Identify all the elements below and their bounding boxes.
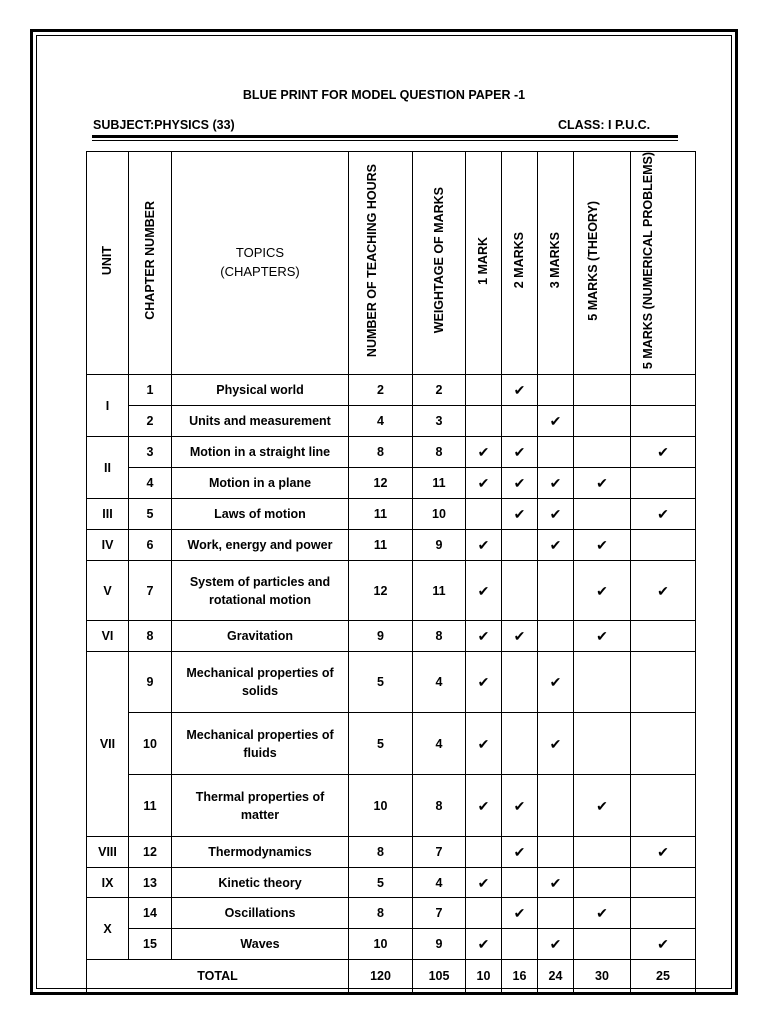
total-2marks: 16 xyxy=(502,960,538,993)
total-3marks: 24 xyxy=(538,960,574,993)
table-row xyxy=(87,713,696,775)
check-m5n-cell xyxy=(631,406,696,437)
check-m2-cell: ✔ xyxy=(502,898,538,929)
check-m5t-cell xyxy=(574,929,631,960)
check-m5n-cell xyxy=(631,530,696,561)
weightage-cell: 2 xyxy=(413,375,466,406)
table-body xyxy=(87,375,696,960)
check-m2-cell: ✔ xyxy=(502,437,538,468)
table-row xyxy=(87,437,696,468)
weightage-cell: 8 xyxy=(413,775,466,837)
chapter-number-cell: 9 xyxy=(129,652,172,713)
col-unit-header: UNIT xyxy=(87,152,129,375)
teaching-hours-cell: 11 xyxy=(349,499,413,530)
check-m2-cell xyxy=(502,561,538,621)
check-m3-cell xyxy=(538,775,574,837)
weightage-cell: 8 xyxy=(413,437,466,468)
teaching-hours-cell: 12 xyxy=(349,468,413,499)
chapter-number-cell: 13 xyxy=(129,868,172,898)
topic-cell: Waves xyxy=(172,929,349,960)
check-m1-cell: ✔ xyxy=(466,868,502,898)
topic-cell: Thermodynamics xyxy=(172,837,349,868)
document-title: BLUE PRINT FOR MODEL QUESTION PAPER -1 xyxy=(242,88,526,102)
chapter-number-cell: 10 xyxy=(129,713,172,775)
check-m1-cell: ✔ xyxy=(466,468,502,499)
col-weightage-header: WEIGHTAGE OF MARKS xyxy=(413,152,466,375)
topic-cell: Kinetic theory xyxy=(172,868,349,898)
weightage-cell: 4 xyxy=(413,868,466,898)
weightage-cell: 9 xyxy=(413,929,466,960)
check-m1-cell: ✔ xyxy=(466,437,502,468)
check-m5t-cell xyxy=(574,652,631,713)
topic-cell: Work, energy and power xyxy=(172,530,349,561)
check-m2-cell: ✔ xyxy=(502,468,538,499)
check-m5n-cell xyxy=(631,375,696,406)
check-m3-cell: ✔ xyxy=(538,652,574,713)
table-row xyxy=(87,499,696,530)
check-m5n-cell: ✔ xyxy=(631,499,696,530)
col-1mark-header: 1 MARK xyxy=(466,152,502,375)
total-5marks-numerical: 25 xyxy=(631,960,696,993)
topic-cell: Mechanical properties of solids xyxy=(172,652,349,713)
table-row xyxy=(87,621,696,652)
check-m5n-cell xyxy=(631,775,696,837)
check-m2-cell xyxy=(502,713,538,775)
check-m5t-cell xyxy=(574,713,631,775)
check-m1-cell: ✔ xyxy=(466,561,502,621)
chapter-number-cell: 6 xyxy=(129,530,172,561)
unit-cell: VIII xyxy=(87,837,129,868)
table-row xyxy=(87,406,696,437)
chapter-number-cell: 11 xyxy=(129,775,172,837)
col-5marks-numerical-header: 5 MARKS (NUMERICAL PROBLEMS) xyxy=(631,152,696,375)
check-m5t-cell xyxy=(574,437,631,468)
check-m5t-cell xyxy=(574,837,631,868)
check-m5n-cell xyxy=(631,468,696,499)
chapter-number-cell: 12 xyxy=(129,837,172,868)
check-m3-cell: ✔ xyxy=(538,929,574,960)
check-m3-cell: ✔ xyxy=(538,468,574,499)
weightage-cell: 3 xyxy=(413,406,466,437)
check-m1-cell: ✔ xyxy=(466,929,502,960)
table-row xyxy=(87,775,696,837)
unit-cell: II xyxy=(87,437,129,499)
weightage-cell: 11 xyxy=(413,468,466,499)
blueprint-table xyxy=(86,151,696,993)
topics-header-line1: TOPICS xyxy=(235,245,285,261)
weightage-cell: 10 xyxy=(413,499,466,530)
check-m5t-cell: ✔ xyxy=(574,621,631,652)
table-row xyxy=(87,868,696,898)
weightage-cell: 11 xyxy=(413,561,466,621)
topics-header-line2: (CHAPTERS) xyxy=(220,264,300,280)
check-m5t-cell: ✔ xyxy=(574,468,631,499)
check-m1-cell: ✔ xyxy=(466,621,502,652)
check-m5t-cell: ✔ xyxy=(574,561,631,621)
check-m3-cell xyxy=(538,837,574,868)
check-m3-cell: ✔ xyxy=(538,499,574,530)
teaching-hours-cell: 8 xyxy=(349,437,413,468)
unit-cell: VI xyxy=(87,621,129,652)
col-2marks-header: 2 MARKS xyxy=(502,152,538,375)
check-m5n-cell xyxy=(631,652,696,713)
chapter-number-cell: 14 xyxy=(129,898,172,929)
check-m5t-cell: ✔ xyxy=(574,775,631,837)
teaching-hours-cell: 10 xyxy=(349,929,413,960)
check-m5n-cell xyxy=(631,621,696,652)
header-row xyxy=(87,152,696,375)
check-m5t-cell: ✔ xyxy=(574,530,631,561)
check-m5t-cell xyxy=(574,406,631,437)
chapter-number-cell: 15 xyxy=(129,929,172,960)
weightage-cell: 4 xyxy=(413,713,466,775)
teaching-hours-cell: 8 xyxy=(349,898,413,929)
teaching-hours-cell: 12 xyxy=(349,561,413,621)
check-m3-cell xyxy=(538,375,574,406)
check-m3-cell xyxy=(538,437,574,468)
check-m2-cell xyxy=(502,868,538,898)
topic-cell: Laws of motion xyxy=(172,499,349,530)
check-m2-cell: ✔ xyxy=(502,775,538,837)
check-m1-cell: ✔ xyxy=(466,713,502,775)
check-m3-cell: ✔ xyxy=(538,868,574,898)
header-rule-thin xyxy=(92,140,678,141)
header-rule-thick xyxy=(92,135,678,138)
chapter-number-cell: 7 xyxy=(129,561,172,621)
subject-label: SUBJECT:PHYSICS (33) xyxy=(93,118,235,132)
teaching-hours-cell: 5 xyxy=(349,713,413,775)
check-m2-cell: ✔ xyxy=(502,621,538,652)
teaching-hours-cell: 11 xyxy=(349,530,413,561)
weightage-cell: 4 xyxy=(413,652,466,713)
topic-cell: Physical world xyxy=(172,375,349,406)
check-m2-cell xyxy=(502,530,538,561)
total-label: TOTAL xyxy=(87,960,349,993)
check-m1-cell: ✔ xyxy=(466,775,502,837)
col-3marks-header: 3 MARKS xyxy=(538,152,574,375)
check-m1-cell xyxy=(466,375,502,406)
col-5marks-theory-header: 5 MARKS (THEORY) xyxy=(574,152,631,375)
chapter-number-cell: 2 xyxy=(129,406,172,437)
unit-cell: X xyxy=(87,898,129,960)
teaching-hours-cell: 5 xyxy=(349,652,413,713)
class-label: CLASS: I P.U.C. xyxy=(558,118,651,132)
topic-cell: Motion in a straight line xyxy=(172,437,349,468)
total-1mark: 10 xyxy=(466,960,502,993)
check-m1-cell xyxy=(466,898,502,929)
check-m1-cell: ✔ xyxy=(466,530,502,561)
topic-cell: Oscillations xyxy=(172,898,349,929)
check-m5n-cell: ✔ xyxy=(631,929,696,960)
teaching-hours-cell: 9 xyxy=(349,621,413,652)
topic-cell: System of particles and rotational motion xyxy=(172,561,349,621)
topic-cell: Mechanical properties of fluids xyxy=(172,713,349,775)
table-row xyxy=(87,837,696,868)
check-m3-cell: ✔ xyxy=(538,530,574,561)
check-m5n-cell xyxy=(631,868,696,898)
check-m1-cell: ✔ xyxy=(466,652,502,713)
check-m5t-cell xyxy=(574,868,631,898)
total-5marks-theory: 30 xyxy=(574,960,631,993)
check-m3-cell: ✔ xyxy=(538,713,574,775)
teaching-hours-cell: 10 xyxy=(349,775,413,837)
chapter-number-cell: 5 xyxy=(129,499,172,530)
check-m5n-cell xyxy=(631,713,696,775)
check-m5t-cell: ✔ xyxy=(574,898,631,929)
col-hours-header: NUMBER OF TEACHING HOURS xyxy=(349,152,413,375)
table-row xyxy=(87,375,696,406)
check-m5n-cell: ✔ xyxy=(631,561,696,621)
unit-cell: V xyxy=(87,561,129,621)
topic-cell: Gravitation xyxy=(172,621,349,652)
check-m3-cell xyxy=(538,898,574,929)
teaching-hours-cell: 4 xyxy=(349,406,413,437)
check-m1-cell xyxy=(466,837,502,868)
check-m3-cell xyxy=(538,621,574,652)
topic-cell: Motion in a plane xyxy=(172,468,349,499)
chapter-number-cell: 8 xyxy=(129,621,172,652)
col-chapter-header: CHAPTER NUMBER xyxy=(129,152,172,375)
table-row xyxy=(87,468,696,499)
table-row xyxy=(87,929,696,960)
chapter-number-cell: 1 xyxy=(129,375,172,406)
weightage-cell: 8 xyxy=(413,621,466,652)
weightage-cell: 9 xyxy=(413,530,466,561)
check-m5n-cell: ✔ xyxy=(631,437,696,468)
topic-cell: Units and measurement xyxy=(172,406,349,437)
topic-cell: Thermal properties of matter xyxy=(172,775,349,837)
total-hours: 120 xyxy=(349,960,413,993)
table-row xyxy=(87,561,696,621)
check-m5n-cell xyxy=(631,898,696,929)
table-row xyxy=(87,530,696,561)
chapter-number-cell: 4 xyxy=(129,468,172,499)
total-row xyxy=(87,960,696,993)
unit-cell: IV xyxy=(87,530,129,561)
teaching-hours-cell: 8 xyxy=(349,837,413,868)
unit-cell: IX xyxy=(87,868,129,898)
check-m1-cell xyxy=(466,406,502,437)
check-m2-cell xyxy=(502,929,538,960)
check-m5t-cell xyxy=(574,499,631,530)
check-m5t-cell xyxy=(574,375,631,406)
check-m2-cell: ✔ xyxy=(502,499,538,530)
chapter-number-cell: 3 xyxy=(129,437,172,468)
check-m3-cell xyxy=(538,561,574,621)
table-row xyxy=(87,652,696,713)
weightage-cell: 7 xyxy=(413,898,466,929)
check-m3-cell: ✔ xyxy=(538,406,574,437)
check-m1-cell xyxy=(466,499,502,530)
check-m2-cell xyxy=(502,406,538,437)
check-m2-cell: ✔ xyxy=(502,375,538,406)
col-topics-header xyxy=(172,152,349,375)
table-row xyxy=(87,898,696,929)
weightage-cell: 7 xyxy=(413,837,466,868)
unit-cell: VII xyxy=(87,652,129,837)
total-marks: 105 xyxy=(413,960,466,993)
check-m2-cell: ✔ xyxy=(502,837,538,868)
check-m2-cell xyxy=(502,652,538,713)
unit-cell: I xyxy=(87,375,129,437)
teaching-hours-cell: 2 xyxy=(349,375,413,406)
teaching-hours-cell: 5 xyxy=(349,868,413,898)
check-m5n-cell: ✔ xyxy=(631,837,696,868)
unit-cell: III xyxy=(87,499,129,530)
